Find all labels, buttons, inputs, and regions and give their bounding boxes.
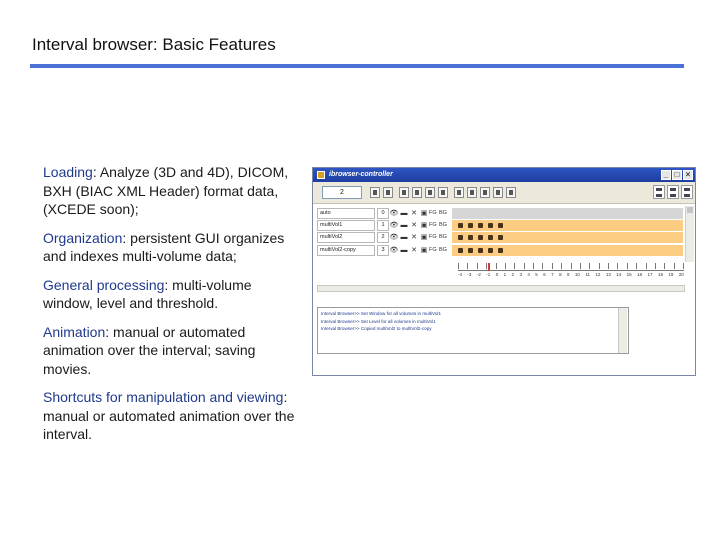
- palette-icon[interactable]: ▬: [400, 246, 408, 254]
- eye-icon[interactable]: 👁: [389, 210, 399, 217]
- ruler-tick-label: -4: [458, 272, 463, 277]
- step-back-button[interactable]: [412, 187, 422, 198]
- maximize-button[interactable]: □: [672, 170, 682, 180]
- ruler-tick-label: 14: [616, 272, 622, 277]
- save-icon[interactable]: ▣: [420, 234, 428, 242]
- save-icon[interactable]: ▣: [420, 246, 428, 254]
- frame-marker[interactable]: [478, 248, 483, 253]
- fg-toggle[interactable]: FG: [429, 234, 437, 241]
- bullet-text: : Analyze (3D and 4D), DICOM, BXH (BIAC XML Header) format data, (XCEDE soon);: [43, 164, 289, 217]
- play-back-button[interactable]: [425, 187, 435, 198]
- ruler-tick-label: 17: [647, 272, 653, 277]
- volume-interval-bar[interactable]: [452, 232, 683, 243]
- horizontal-scrollbar[interactable]: [317, 285, 685, 292]
- console-line: Interval Browser>> Copied multiVol2 to multiVol2-copy: [321, 326, 432, 331]
- ruler-tick: [467, 263, 468, 269]
- volume-row[interactable]: [317, 208, 683, 219]
- ruler-tick: [599, 263, 600, 269]
- bullet-text: : multi-volume window, level and threshold.: [43, 276, 252, 311]
- ruler-tick: [589, 263, 590, 269]
- frame-marker[interactable]: [498, 235, 503, 240]
- ruler-tick-label: 0: [495, 272, 499, 277]
- bullet-text: : manual or automated animation over the interval.: [43, 389, 295, 442]
- current-frame-cursor[interactable]: [488, 263, 490, 271]
- minimize-button[interactable]: _: [661, 170, 671, 180]
- delete-icon[interactable]: ✕: [411, 222, 417, 230]
- frame-marker[interactable]: [458, 248, 463, 253]
- fg-toggle[interactable]: FG: [429, 210, 437, 216]
- ruler-tick-label: 19: [668, 272, 674, 277]
- stop-button[interactable]: [438, 187, 448, 198]
- rewind-button[interactable]: [399, 187, 409, 198]
- console-scrollbar[interactable]: [618, 308, 627, 353]
- interval-ruler[interactable]: [458, 263, 684, 281]
- fg-toggle[interactable]: FG: [429, 222, 437, 229]
- message-console: [317, 307, 629, 354]
- ruler-tick: [524, 263, 525, 269]
- ruler-tick-label: 8: [559, 272, 562, 277]
- ruler-ticks: [458, 263, 684, 269]
- layout-grid-icon[interactable]: [681, 185, 693, 199]
- bullet-lead: Loading: [43, 164, 93, 180]
- fast-forward-button[interactable]: [493, 187, 503, 198]
- pause-button[interactable]: [454, 187, 464, 198]
- frame-marker[interactable]: [488, 223, 493, 228]
- bullet-lead: Organization: [43, 229, 123, 246]
- window-title: ibrowser-controller: [329, 171, 393, 178]
- save-icon[interactable]: ▣: [420, 210, 428, 217]
- delete-icon[interactable]: ✕: [411, 210, 417, 217]
- window-controls: [661, 170, 693, 180]
- volume-table-scrollbar[interactable]: [685, 206, 694, 262]
- delete-icon[interactable]: ✕: [411, 246, 417, 254]
- ruler-tick: [505, 263, 506, 269]
- ruler-tick-label: 2: [511, 272, 515, 277]
- ruler-tick-label: 10: [574, 272, 580, 277]
- frame-marker[interactable]: [468, 248, 473, 253]
- ruler-tick-label: 18: [657, 272, 663, 277]
- ruler-tick: [683, 263, 684, 269]
- ruler-tick-label: 9: [566, 272, 570, 277]
- slide-title: Interval browser: Basic Features: [32, 35, 276, 54]
- volume-index: 3: [377, 245, 389, 256]
- frame-marker[interactable]: [468, 223, 473, 228]
- title-divider: [30, 64, 684, 68]
- ruler-tick-label: 15: [626, 272, 632, 277]
- save-icon[interactable]: ▣: [420, 222, 428, 230]
- bullet-organization: [43, 229, 305, 266]
- ruler-tick-label: -3: [467, 272, 472, 277]
- frame-marker[interactable]: [478, 235, 483, 240]
- bullet-lead: General processing: [43, 276, 165, 293]
- ruler-tick: [533, 263, 534, 269]
- volume-name[interactable]: multiVol2: [317, 232, 375, 243]
- ruler-tick-label: 4: [527, 272, 530, 277]
- volume-row[interactable]: [317, 232, 683, 243]
- play-button[interactable]: [467, 187, 477, 198]
- ruler-tick-label: 7: [551, 272, 554, 277]
- console-line: Interval Browser>> Set Window for all volumes in multiVol1: [321, 311, 441, 316]
- bullet-loading: [43, 163, 305, 219]
- ruler-tick: [552, 263, 553, 269]
- eye-icon[interactable]: 👁: [389, 234, 399, 242]
- ruler-tick: [608, 263, 609, 269]
- ruler-tick: [636, 263, 637, 269]
- frame-marker[interactable]: [488, 235, 493, 240]
- ruler-tick-label: -1: [486, 272, 491, 277]
- ruler-tick-label: 6: [543, 272, 546, 277]
- volume-index: 0: [377, 208, 389, 219]
- palette-icon[interactable]: ▬: [400, 210, 408, 217]
- toolbar: [313, 182, 695, 204]
- ruler-tick-label: 3: [519, 272, 522, 277]
- ruler-tick-label: 1: [503, 272, 507, 277]
- eye-icon[interactable]: 👁: [389, 246, 399, 254]
- frame-marker[interactable]: [498, 248, 503, 253]
- ruler-tick: [496, 263, 497, 269]
- bg-toggle[interactable]: BG: [439, 222, 447, 229]
- frame-marker[interactable]: [458, 235, 463, 240]
- eye-icon[interactable]: 👁: [389, 222, 399, 230]
- ruler-tick-label: 5: [535, 272, 538, 277]
- volume-name[interactable]: multiVol2-copy: [317, 245, 375, 256]
- ruler-tick: [627, 263, 628, 269]
- volume-name[interactable]: auto: [317, 208, 375, 219]
- ruler-tick: [664, 263, 665, 269]
- bullet-animation: [43, 323, 305, 379]
- app-icon: [317, 171, 325, 179]
- ruler-tick-label: 11: [585, 272, 590, 277]
- frame-marker[interactable]: [498, 223, 503, 228]
- step-forward-button[interactable]: [480, 187, 490, 198]
- ruler-tick: [561, 263, 562, 269]
- last-frame-button[interactable]: [506, 187, 516, 198]
- volume-row[interactable]: [317, 245, 683, 256]
- volume-interval-bar[interactable]: [452, 208, 683, 219]
- ruler-tick: [542, 263, 543, 269]
- frame-marker[interactable]: [458, 223, 463, 228]
- ruler-tick-labels: [458, 272, 684, 277]
- ruler-tick: [580, 263, 581, 269]
- ruler-tick: [458, 263, 459, 269]
- ruler-tick: [617, 263, 618, 269]
- fg-toggle[interactable]: FG: [429, 246, 437, 253]
- volume-table: [317, 208, 683, 257]
- ruler-tick: [477, 263, 478, 269]
- frame-marker[interactable]: [468, 235, 473, 240]
- interval-spinner[interactable]: 2: [322, 186, 362, 199]
- volume-name[interactable]: multiVol1: [317, 220, 375, 231]
- volume-index: 2: [377, 232, 389, 243]
- volume-interval-bar[interactable]: [452, 220, 683, 231]
- prev-frame-button[interactable]: [383, 187, 393, 198]
- ruler-baseline: [458, 270, 684, 271]
- bg-toggle[interactable]: BG: [439, 246, 447, 253]
- bullet-text: : persistent GUI organizes and indexes multi-volume data;: [43, 229, 285, 264]
- volume-index: 1: [377, 220, 389, 231]
- ruler-tick: [674, 263, 675, 269]
- ruler-tick-label: -2: [476, 272, 481, 277]
- first-frame-button[interactable]: [370, 187, 380, 198]
- bg-toggle[interactable]: BG: [439, 210, 447, 216]
- bg-toggle[interactable]: BG: [439, 234, 447, 241]
- ruler-tick: [655, 263, 656, 269]
- ruler-tick-label: 16: [637, 272, 643, 277]
- feature-list: [43, 163, 305, 454]
- ruler-tick: [646, 263, 647, 269]
- window-titlebar[interactable]: [313, 168, 695, 182]
- ruler-tick: [486, 263, 487, 269]
- palette-icon[interactable]: ▬: [400, 234, 408, 242]
- browser-controller-window: [312, 167, 696, 376]
- ruler-tick: [514, 263, 515, 269]
- ruler-tick-label: 12: [595, 272, 601, 277]
- ruler-tick: [571, 263, 572, 269]
- bullet-text: : manual or automated animation over the interval; saving movies.: [43, 323, 256, 377]
- close-button[interactable]: ×: [683, 170, 693, 180]
- delete-icon[interactable]: ✕: [411, 234, 417, 242]
- volume-row[interactable]: [317, 220, 683, 231]
- layout-grid-icon[interactable]: [653, 185, 665, 199]
- ruler-tick-label: 13: [605, 272, 611, 277]
- palette-icon[interactable]: ▬: [400, 222, 408, 230]
- layout-grid-icon[interactable]: [667, 185, 679, 199]
- console-line: Interval Browser>> Set Level for all volumes in multiVol1: [321, 318, 436, 324]
- bullet-shortcuts: [43, 388, 305, 444]
- bullet-lead: Shortcuts for manipulation and viewing: [43, 389, 284, 405]
- bullet-lead: Animation: [43, 323, 106, 340]
- frame-marker[interactable]: [488, 248, 493, 253]
- bullet-general-processing: [43, 276, 305, 313]
- ruler-tick-label: 20: [678, 272, 684, 277]
- frame-marker[interactable]: [478, 223, 483, 228]
- volume-interval-bar[interactable]: [452, 245, 683, 256]
